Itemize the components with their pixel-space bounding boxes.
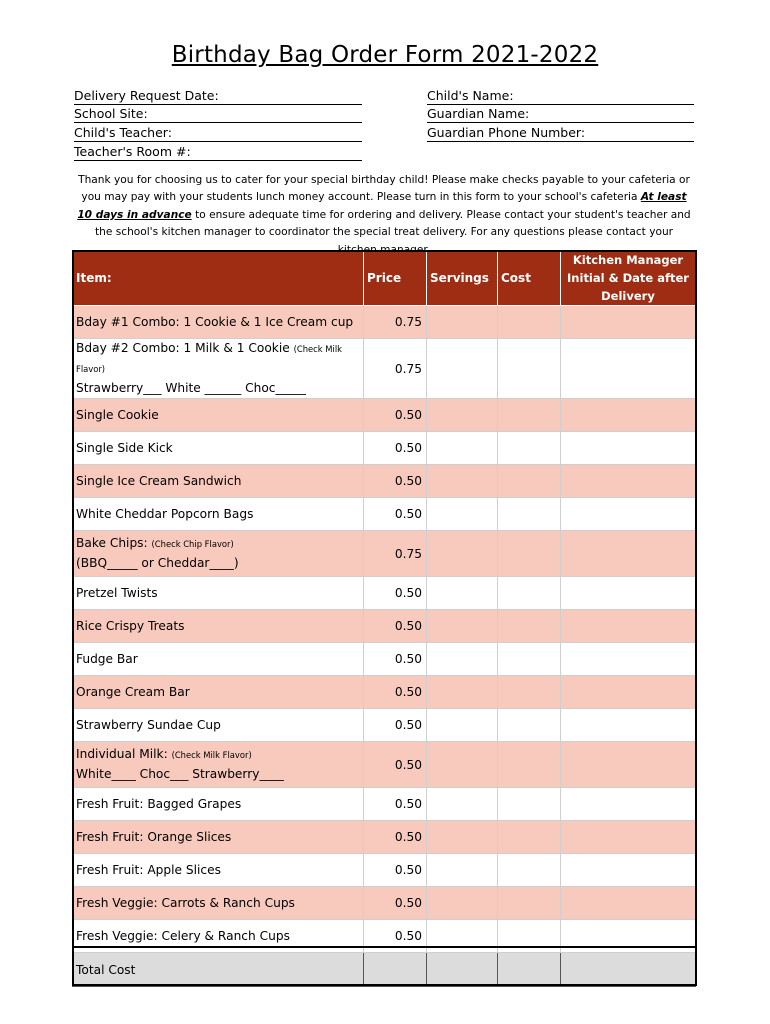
servings-cell[interactable]	[427, 821, 498, 854]
cost-cell[interactable]	[498, 742, 561, 788]
km-cell[interactable]	[561, 854, 696, 887]
price-cell: 0.50	[364, 399, 427, 432]
item-name: Fresh Fruit: Bagged Grapes	[76, 796, 242, 811]
table-row	[73, 854, 696, 887]
price-cell: 0.50	[364, 498, 427, 531]
price-cell: 0.50	[364, 788, 427, 821]
item-name: Single Cookie	[76, 407, 159, 422]
item-cell	[73, 498, 364, 531]
item-cell	[73, 465, 364, 498]
item-cell	[73, 742, 364, 788]
cost-cell[interactable]	[498, 821, 561, 854]
header-item: Item:	[73, 251, 364, 306]
item-name: Strawberry Sundae Cup	[76, 717, 221, 732]
item-name: White Cheddar Popcorn Bags	[76, 506, 254, 521]
cost-cell[interactable]	[498, 498, 561, 531]
servings-cell[interactable]	[427, 887, 498, 920]
table-row	[73, 339, 696, 399]
guardian-phone-field[interactable]: Guardian Phone Number:	[427, 124, 694, 142]
price-cell: 0.50	[364, 577, 427, 610]
item-cell	[73, 643, 364, 676]
km-cell[interactable]	[561, 887, 696, 920]
km-line-1: Kitchen Manager	[572, 253, 684, 267]
item-name: Bake Chips:	[76, 536, 152, 550]
childs-name-field[interactable]: Child's Name:	[427, 87, 694, 105]
cost-cell[interactable]	[498, 788, 561, 821]
total-price-cell	[364, 953, 427, 987]
item-cell	[73, 399, 364, 432]
item-options: Strawberry___ White ______ Choc_____	[76, 381, 306, 395]
cost-cell[interactable]	[498, 643, 561, 676]
header-cost: Cost	[498, 251, 561, 306]
table-row	[73, 610, 696, 643]
intro-text-2: to ensure adequate time for ordering and delivery. Please contact your student's teacher and the school's kitchen manager to coordinator the special treat delivery. For any questions please contact your	[94, 208, 691, 239]
teachers-room-field[interactable]: Teacher's Room #:	[74, 143, 362, 161]
price-cell: 0.75	[364, 339, 427, 399]
item-name: Single Side Kick	[76, 440, 173, 455]
item-options: White____ Choc___ Strawberry____	[76, 767, 284, 781]
item-options: (BBQ_____ or Cheddar____)	[76, 556, 239, 570]
item-cell	[73, 306, 364, 339]
cost-cell[interactable]	[498, 531, 561, 577]
order-table	[72, 250, 696, 987]
table-row	[73, 432, 696, 465]
km-cell[interactable]	[561, 610, 696, 643]
table-row	[73, 498, 696, 531]
km-cell[interactable]	[561, 399, 696, 432]
item-cell	[73, 788, 364, 821]
km-line-2: Initial & Date after	[567, 271, 689, 285]
table-row	[73, 643, 696, 676]
servings-cell[interactable]	[427, 399, 498, 432]
item-name: Fresh Veggie: Celery & Ranch Cups	[76, 928, 290, 943]
km-cell[interactable]	[561, 643, 696, 676]
item-name: Bday #1 Combo: 1 Cookie & 1 Ice Cream cup	[76, 314, 354, 329]
table-row	[73, 577, 696, 610]
servings-cell[interactable]	[427, 610, 498, 643]
item-cell	[73, 821, 364, 854]
servings-cell[interactable]	[427, 676, 498, 709]
price-cell: 0.50	[364, 432, 427, 465]
table-row	[73, 399, 696, 432]
header-servings: Servings	[427, 251, 498, 306]
servings-cell[interactable]	[427, 465, 498, 498]
item-cell	[73, 339, 364, 399]
km-cell[interactable]	[561, 577, 696, 610]
childs-teacher-field[interactable]: Child's Teacher:	[74, 124, 362, 142]
table-row	[73, 709, 696, 742]
school-site-field[interactable]: School Site:	[74, 105, 362, 123]
item-cell	[73, 709, 364, 742]
intro-text-1: Thank you for choosing us to cater for your special birthday child! Please make checks payable to your cafeteria or you may pay with your students lunch money account. Please turn in this form to your school's cafeteria	[78, 174, 690, 204]
table-row	[73, 821, 696, 854]
intro-paragraph	[74, 172, 694, 259]
cost-cell[interactable]	[498, 676, 561, 709]
servings-cell[interactable]	[427, 788, 498, 821]
price-cell: 0.75	[364, 306, 427, 339]
cost-cell[interactable]	[498, 465, 561, 498]
cost-cell[interactable]	[498, 887, 561, 920]
price-cell: 0.50	[364, 887, 427, 920]
cost-cell[interactable]	[498, 306, 561, 339]
total-km-cell	[561, 953, 696, 987]
table-row	[73, 306, 696, 339]
km-cell[interactable]	[561, 709, 696, 742]
km-cell[interactable]	[561, 788, 696, 821]
km-cell[interactable]	[561, 676, 696, 709]
item-name: Orange Cream Bar	[76, 684, 190, 699]
item-cell	[73, 577, 364, 610]
item-name: Fudge Bar	[76, 651, 138, 666]
cost-cell[interactable]	[498, 339, 561, 399]
cost-cell[interactable]	[498, 399, 561, 432]
price-cell: 0.50	[364, 643, 427, 676]
item-note: (Check Milk Flavor)	[76, 344, 343, 374]
table-row	[73, 788, 696, 821]
cost-cell[interactable]	[498, 610, 561, 643]
servings-cell[interactable]	[427, 339, 498, 399]
table-row	[73, 887, 696, 920]
total-divider	[72, 946, 695, 948]
item-name: Single Ice Cream Sandwich	[76, 473, 242, 488]
item-name: Rice Crispy Treats	[76, 618, 185, 633]
servings-cell[interactable]	[427, 577, 498, 610]
table-row	[73, 531, 696, 577]
cost-cell[interactable]	[498, 577, 561, 610]
servings-cell[interactable]	[427, 432, 498, 465]
price-cell: 0.50	[364, 676, 427, 709]
cost-cell[interactable]	[498, 709, 561, 742]
km-cell[interactable]	[561, 498, 696, 531]
price-cell: 0.50	[364, 709, 427, 742]
item-name: Fresh Veggie: Carrots & Ranch Cups	[76, 895, 295, 910]
intro-emphasis: At least 10 days in advance	[77, 191, 687, 221]
header-kitchen-manager	[561, 251, 696, 306]
total-row	[73, 953, 696, 987]
servings-cell[interactable]	[427, 498, 498, 531]
table-header-row	[73, 251, 696, 306]
item-cell	[73, 531, 364, 577]
cost-cell[interactable]	[498, 432, 561, 465]
km-cell[interactable]	[561, 465, 696, 498]
price-cell: 0.50	[364, 821, 427, 854]
item-cell	[73, 432, 364, 465]
form-title: Birthday Bag Order Form 2021-2022	[171, 42, 599, 68]
table-row	[73, 742, 696, 788]
guardian-name-field[interactable]: Guardian Name:	[427, 105, 694, 123]
item-name: Fresh Fruit: Apple Slices	[76, 862, 221, 877]
servings-cell[interactable]	[427, 643, 498, 676]
header-price: Price	[364, 251, 427, 306]
total-label: Total Cost	[73, 953, 364, 987]
price-cell: 0.75	[364, 531, 427, 577]
item-note: (Check Chip Flavor)	[151, 539, 234, 549]
item-cell	[73, 676, 364, 709]
km-cell[interactable]	[561, 339, 696, 399]
item-cell	[73, 610, 364, 643]
total-cost-cell[interactable]	[498, 953, 561, 987]
servings-cell[interactable]	[427, 306, 498, 339]
item-cell	[73, 887, 364, 920]
km-line-3: Delivery	[601, 289, 655, 303]
servings-cell[interactable]	[427, 854, 498, 887]
km-cell[interactable]	[561, 821, 696, 854]
table-row	[73, 465, 696, 498]
price-cell: 0.50	[364, 742, 427, 788]
item-name: Bday #2 Combo: 1 Milk & 1 Cookie	[76, 341, 294, 355]
price-cell: 0.50	[364, 610, 427, 643]
item-note: (Check Milk Flavor)	[171, 750, 252, 760]
item-name: Fresh Fruit: Orange Slices	[76, 829, 232, 844]
servings-cell[interactable]	[427, 531, 498, 577]
servings-cell[interactable]	[427, 742, 498, 788]
total-servings-cell[interactable]	[427, 953, 498, 987]
item-name: Pretzel Twists	[76, 585, 158, 600]
km-cell[interactable]	[561, 432, 696, 465]
item-name: Individual Milk:	[76, 747, 172, 761]
item-cell	[73, 854, 364, 887]
price-cell: 0.50	[364, 854, 427, 887]
price-cell: 0.50	[364, 920, 427, 953]
cost-cell[interactable]	[498, 854, 561, 887]
delivery-date-field[interactable]: Delivery Request Date:	[74, 87, 362, 105]
km-cell[interactable]	[561, 531, 696, 577]
km-cell[interactable]	[561, 306, 696, 339]
table-row	[73, 676, 696, 709]
servings-cell[interactable]	[427, 709, 498, 742]
km-cell[interactable]	[561, 742, 696, 788]
price-cell: 0.50	[364, 465, 427, 498]
